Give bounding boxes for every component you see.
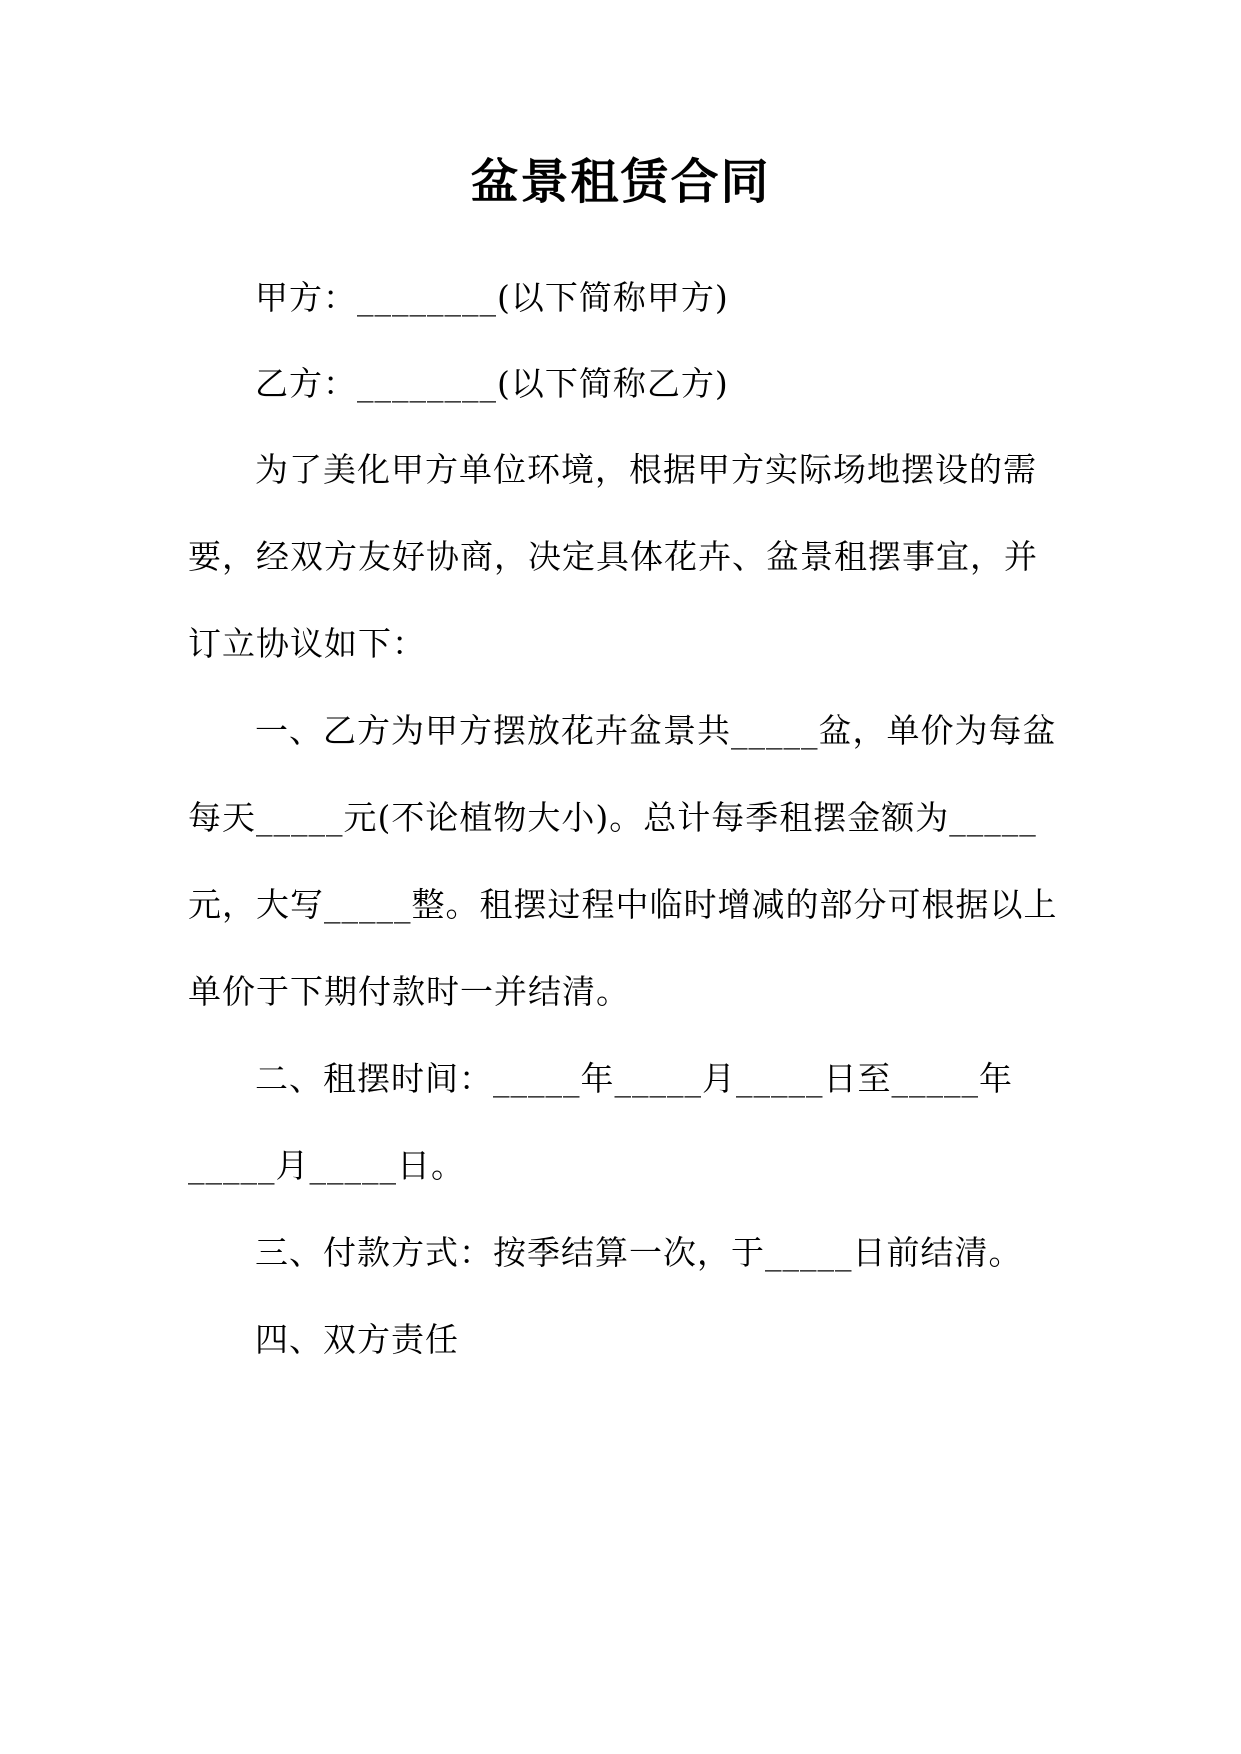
clause-2-line: 二、租摆时间：_____年_____月_____日至_____年 — [255, 1059, 1013, 1098]
clause-4-heading: 四、双方责任 — [255, 1320, 459, 1359]
party-a-line: 甲方：________(以下简称甲方) — [255, 278, 729, 317]
intro-line: 订立协议如下： — [188, 624, 426, 663]
clause-1-line: 一、乙方为甲方摆放花卉盆景共_____盆，单价为每盆 — [255, 711, 1057, 750]
intro-line: 为了美化甲方单位环境，根据甲方实际场地摆设的需 — [255, 450, 1037, 489]
clause-1-line: 每天_____元(不论植物大小)。总计每季租摆金额为_____ — [188, 798, 1037, 837]
document-title: 盆景租赁合同 — [470, 154, 771, 210]
party-b-line: 乙方：________(以下简称乙方) — [255, 364, 729, 403]
clause-3-line: 三、付款方式：按季结算一次，于_____日前结清。 — [255, 1233, 1023, 1272]
clause-1-line: 单价于下期付款时一并结清。 — [188, 972, 630, 1011]
intro-line: 要，经双方友好协商，决定具体花卉、盆景租摆事宜，并 — [188, 537, 1038, 576]
clause-2-line: _____月_____日。 — [188, 1146, 465, 1185]
clause-1-line: 元，大写_____整。租摆过程中临时增减的部分可根据以上 — [188, 885, 1058, 924]
